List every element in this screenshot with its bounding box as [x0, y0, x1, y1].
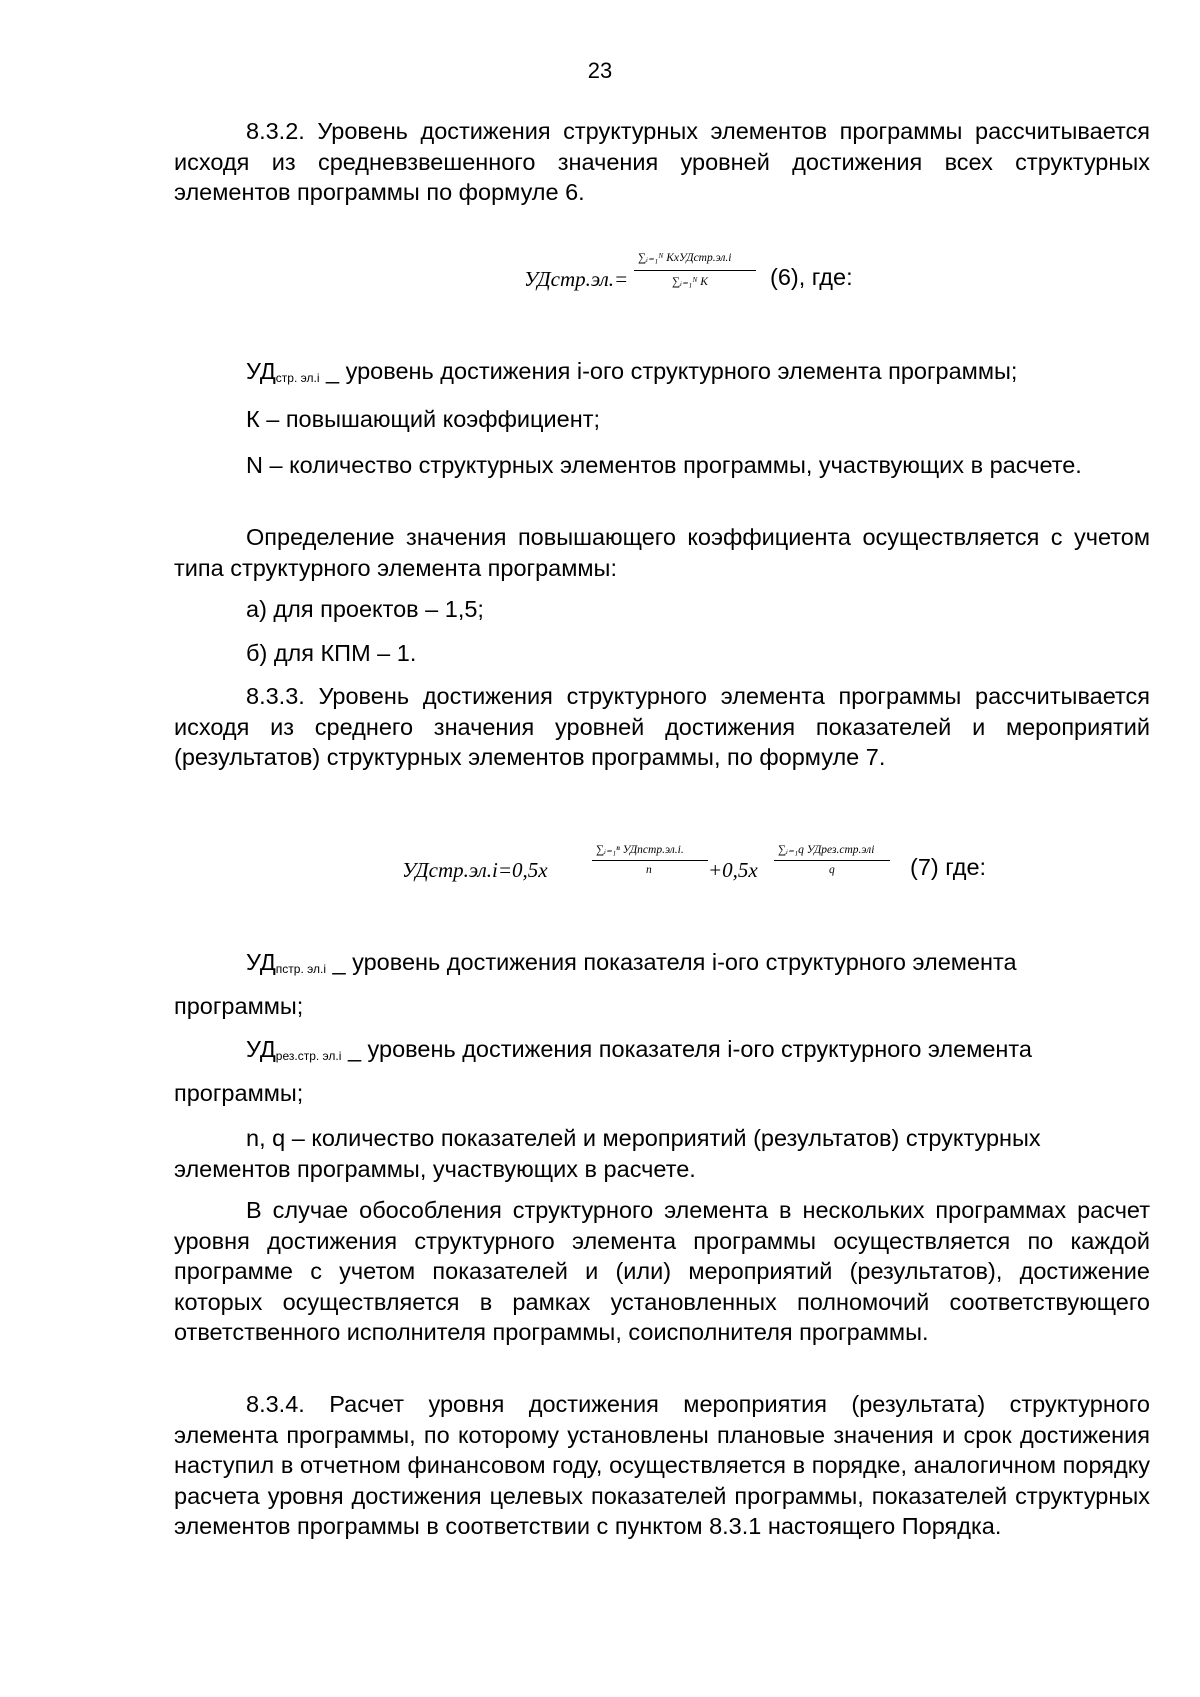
list-item-a — [174, 594, 1150, 625]
definition-pstr-cont-text: программы; — [174, 993, 304, 1019]
definition-pstr-symbol: УД — [246, 949, 276, 975]
formula-6-numerator: ∑ᵢ₌₁ᴺ КхУДстр.эл.i — [638, 252, 732, 264]
paragraph-text: 8.3.4. Расчет уровня достижения мероприятия (результата) структурного элемента программы, по которому установлены плановые значения и срок достижения наступил в отчетном финансовом году, осуществляется в порядке, аналогичном порядку расчета уровня достижения целевых показателей программы, показателей структурных элементов программы в соответствии с пунктом 8.3.1 настоящего Порядка. — [174, 1391, 1150, 1539]
definition-nq-text: n, q – количество показателей и мероприятий (результатов) структурных элементов программы, участвующих в расчете. — [174, 1125, 1041, 1182]
paragraph-8-3-3 — [174, 681, 1150, 773]
definition-ud — [174, 356, 1150, 387]
formula-7 — [402, 842, 1022, 898]
list-item-b-text: б) для КПМ – 1. — [246, 640, 417, 666]
definition-n — [174, 450, 1150, 481]
formula-7-denominator-2: q — [829, 864, 835, 876]
paragraph-8-3-4 — [174, 1389, 1150, 1542]
definition-pstr-text: _ уровень достижения показателя i-ого структурного элемента — [326, 949, 1017, 975]
formula-7-lhs: УДстр.эл.i=0,5x — [402, 858, 548, 882]
formula-6-tail: (6), где: — [770, 264, 853, 290]
definition-rez-cont-text: программы; — [174, 1080, 304, 1106]
definition-pstr — [174, 947, 1150, 978]
definition-pstr-continuation — [174, 991, 1150, 1022]
paragraph-text: В случае обособления структурного элемента в нескольких программах расчет уровня достижения структурного элемента программы осуществляется по каждой программе с учетом показателей и (или) мероприятий (результатов), достижение которых осуществляется в рамках установленных полномочий соответствующего ответственного исполнителя программы, соисполнителя программы. — [174, 1197, 1150, 1345]
paragraph-text: 8.3.2. Уровень достижения структурных элементов программы рассчитывается исходя из средневзвешенного значения уровней достижения всех структурных элементов программы по формуле 6. — [174, 118, 1150, 205]
formula-6-denominator: ∑ᵢ₌₁ᴺ К — [672, 276, 708, 288]
formula-7-middle: +0,5x — [708, 858, 758, 882]
paragraph-8-3-2 — [174, 116, 1150, 208]
paragraph-coefficient — [174, 522, 1150, 583]
formula-7-fraction-bar-1 — [592, 860, 708, 861]
formula-6-fraction-bar — [634, 270, 756, 271]
formula-7-fraction-bar-2 — [774, 860, 890, 861]
page-number: 23 — [587, 58, 613, 83]
paragraph-text: Определение значения повышающего коэффициента осуществляется с учетом типа структурного элемента программы: — [174, 524, 1150, 581]
definition-k — [174, 404, 1150, 435]
definition-rez-symbol: УД — [246, 1036, 276, 1062]
definition-rez-continuation — [174, 1078, 1150, 1109]
definition-ud-subscript: стр. эл.i — [275, 371, 320, 385]
list-item-b — [174, 638, 1150, 669]
formula-7-denominator-1: n — [646, 864, 652, 876]
definition-rez — [174, 1034, 1150, 1065]
paragraph-case — [174, 1195, 1150, 1348]
formula-6 — [524, 252, 924, 302]
formula-7-numerator-2: ∑ᵢ₌₁q УДрез.стр.элi — [778, 844, 875, 856]
definition-nq — [174, 1123, 1150, 1184]
definition-rez-subscript: рез.стр. эл.i — [275, 1049, 342, 1063]
definition-ud-symbol: УД — [246, 358, 276, 384]
formula-6-lhs: УДстр.эл.= — [524, 267, 629, 291]
definition-k-text: К – повышающий коэффициент; — [246, 406, 600, 432]
list-item-a-text: а) для проектов – 1,5; — [246, 596, 484, 622]
definition-rez-text: _ уровень достижения показателя i-ого структурного элемента — [341, 1036, 1032, 1062]
formula-7-tail: (7) где: — [910, 854, 987, 880]
definition-n-text: N – количество структурных элементов программы, участвующих в расчете. — [246, 452, 1082, 478]
definition-ud-text: _ уровень достижения i-ого структурного элемента программы; — [319, 358, 1018, 384]
paragraph-text: 8.3.3. Уровень достижения структурного элемента программы рассчитывается исходя из среднего значения уровней достижения показателей и мероприятий (результатов) структурных элементов программы, по формуле 7. — [174, 683, 1150, 770]
formula-7-numerator-1: ∑ᵢ₌₁ⁿ УДпстр.эл.i. — [596, 844, 684, 856]
definition-pstr-subscript: пстр. эл.i — [275, 962, 326, 976]
